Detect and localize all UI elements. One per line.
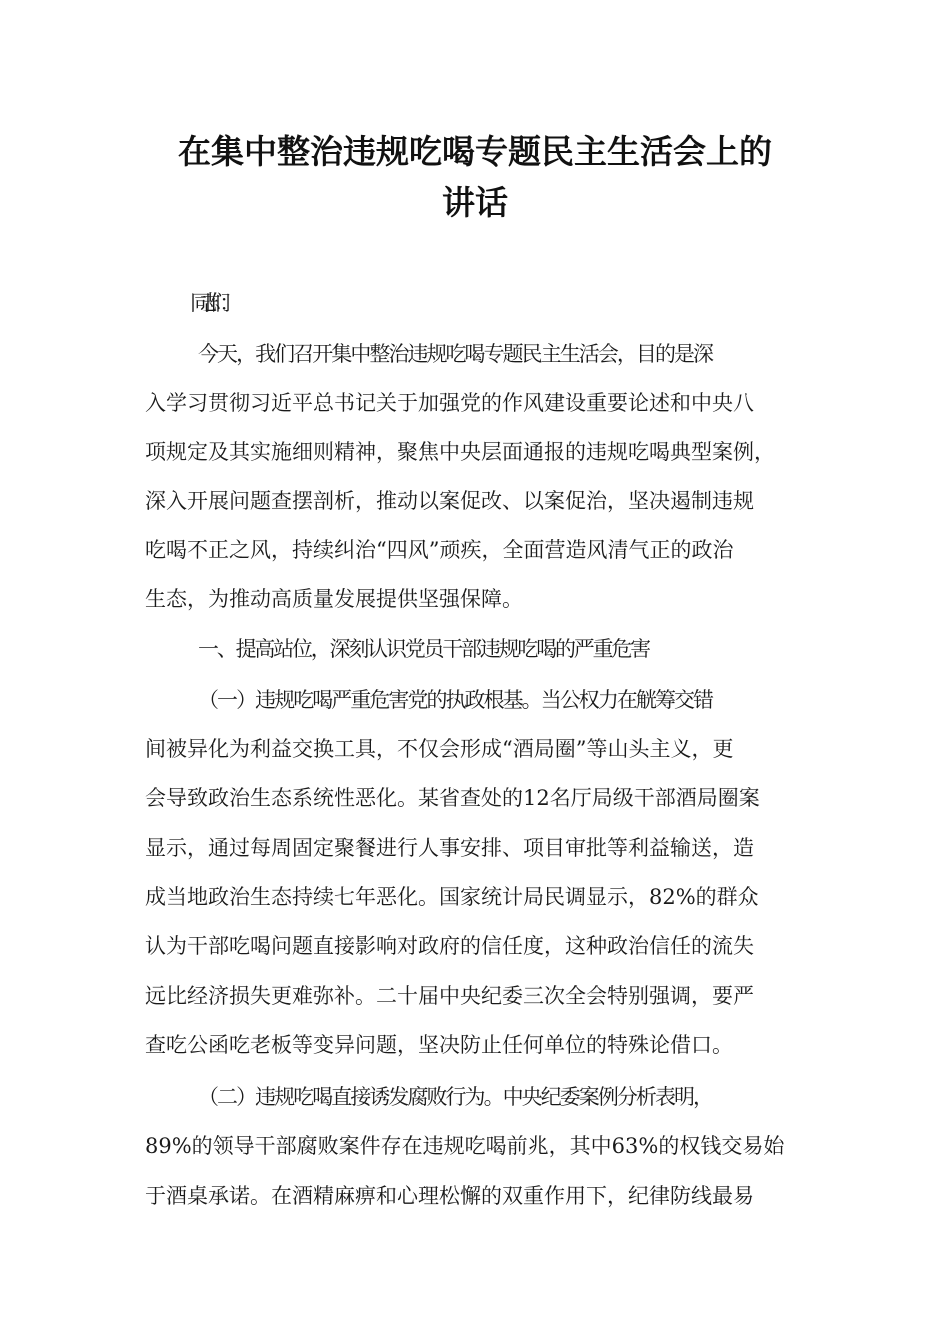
paragraph-line: 间被异化为利益交换工具，不仅会形成“酒局圈”等山头主义，更 [145, 737, 734, 761]
paragraph-line: 项规定及其实施细则精神，聚焦中央层面通报的违规吃喝典型案例， [145, 440, 775, 464]
paragraph-line: 吃喝不正之风，持续纠治“四风”顽疾，全面营造风清气正的政治 [145, 538, 734, 562]
paragraph-line: 于酒桌承诺。在酒精麻痹和心理松懈的双重作用下，纪律防线最易 [145, 1184, 754, 1208]
paragraph-line: 会导致政治生态系统性恶化。某省查处的12名厅局级干部酒局圈案 [145, 786, 760, 810]
paragraph-line: 显示，通过每周固定聚餐进行人事安排、项目审批等利益输送，造 [145, 836, 754, 860]
paragraph-line: （一）违规吃喝严重危害党的执政根基。当公权力在觥筹交错 [198, 688, 713, 712]
paragraph-line: 89%的领导干部腐败案件存在违规吃喝前兆，其中63%的权钱交易始 [145, 1134, 785, 1158]
paragraph-line: （二）违规吃喝直接诱发腐败行为。中央纪委案例分析表明， [198, 1085, 713, 1109]
salutation: 同志们： [190, 291, 229, 315]
paragraph-line: 入学习贯彻习近平总书记关于加强党的作风建设重要论述和中央八 [145, 391, 754, 415]
paragraph-line: 深入开展问题查摆剖析，推动以案促改、以案促治，坚决遏制违规 [145, 489, 754, 513]
section-heading: 一、提高站位，深刻认识党员干部违规吃喝的严重危害 [198, 637, 649, 661]
paragraph-line: 远比经济损失更难弥补。二十届中央纪委三次全会特别强调，要严 [145, 984, 754, 1008]
paragraph-line: 成当地政治生态持续七年恶化。国家统计局民调显示，82%的群众 [145, 885, 759, 909]
paragraph-line: 查吃公函吃老板等变异问题，坚决防止任何单位的特殊论借口。 [145, 1033, 733, 1057]
paragraph-line: 认为干部吃喝问题直接影响对政府的信任度，这种政治信任的流失 [145, 934, 754, 958]
document-title-line-2: 讲话 [442, 183, 508, 222]
paragraph-line: 生态，为推动高质量发展提供坚强保障。 [145, 587, 523, 611]
document-title-line-1: 在集中整治违规吃喝专题民主生活会上的 [178, 132, 772, 171]
paragraph-line: 今天，我们召开集中整治违规吃喝专题民主生活会，目的是深 [198, 342, 713, 366]
